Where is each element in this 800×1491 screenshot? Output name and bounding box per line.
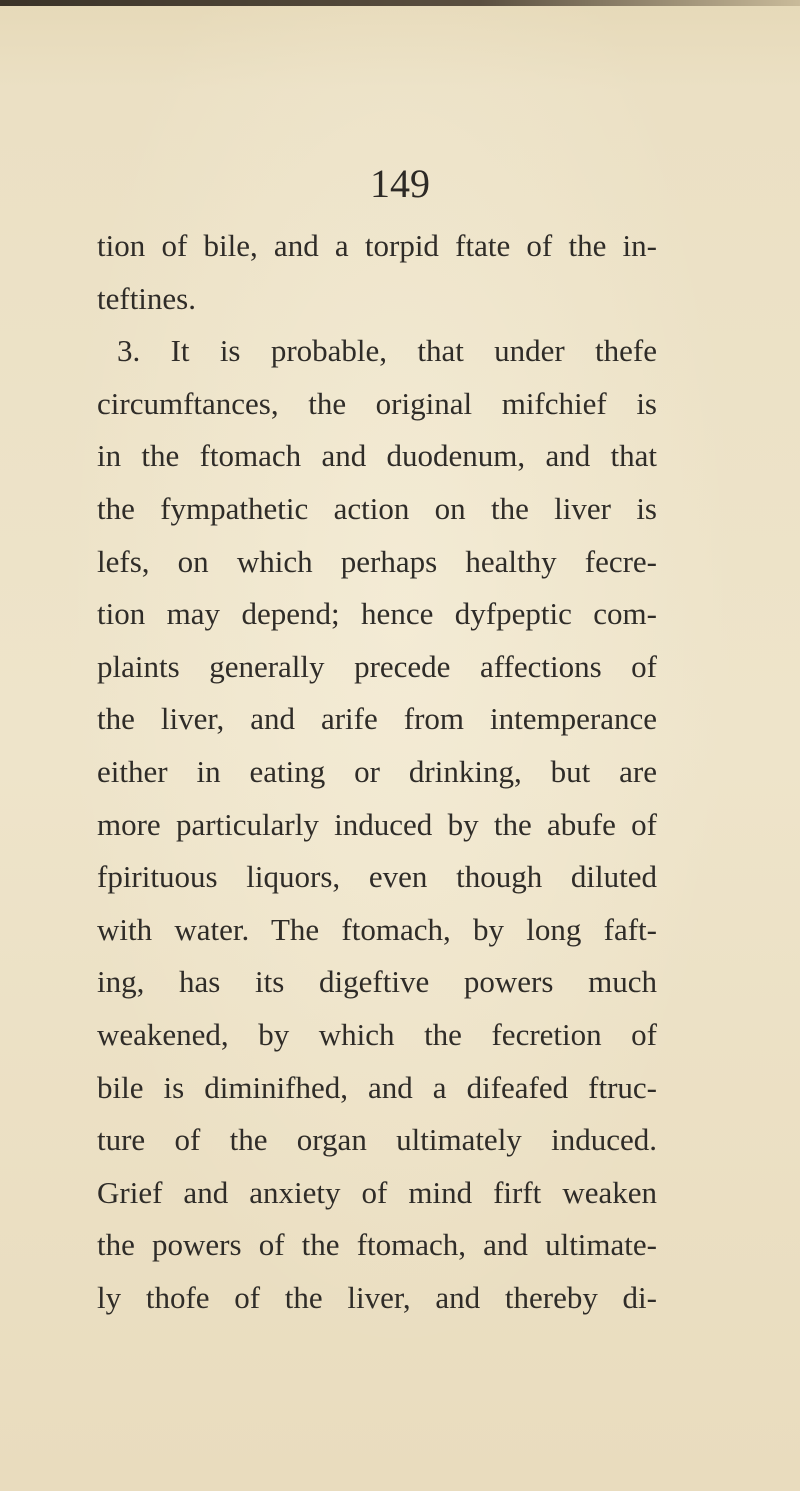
text-line: teftines.: [97, 280, 196, 316]
text-line: ture of the organ ultimately induced.: [97, 1122, 657, 1158]
text-line: circumftances, the original mifchief is: [97, 385, 657, 421]
text-line: tion of bile, and a torpid ftate of the in-: [97, 228, 657, 263]
text-line: plaints generally precede affections of: [97, 648, 657, 684]
text-line: the liver, and arife from intemperance: [97, 701, 657, 737]
text-line: Grief and anxiety of mind firft weaken: [97, 1174, 657, 1210]
text-line: the powers of the ftomach, and ultimate-: [97, 1227, 657, 1263]
text-line: tion may depend; hence dyfpeptic com-: [97, 596, 657, 632]
text-line: either in eating or drinking, but are: [97, 753, 657, 789]
text-line: weakened, by which the fecretion of: [97, 1016, 657, 1052]
text-line: ing, has its digeftive powers much: [97, 964, 657, 1000]
page-number: 149: [370, 161, 430, 206]
text-line: 3. It is probable, that under thefe: [117, 333, 657, 369]
body-text: [97, 220, 657, 1324]
text-line: the fympathetic action on the liver is: [97, 490, 657, 526]
text-line: with water. The ftomach, by long faft-: [97, 911, 657, 947]
text-line: lefs, on which perhaps healthy fecre-: [97, 543, 657, 579]
page-top-edge: [0, 0, 800, 6]
text-line: ly thofe of the liver, and thereby di-: [97, 1279, 657, 1315]
text-line: fpirituous liquors, even though diluted: [97, 859, 657, 895]
text-line: more particularly induced by the abufe of: [97, 806, 657, 842]
text-line: bile is diminifhed, and a difeafed ftruc-: [97, 1069, 657, 1105]
text-line: in the ftomach and duodenum, and that: [97, 438, 657, 474]
